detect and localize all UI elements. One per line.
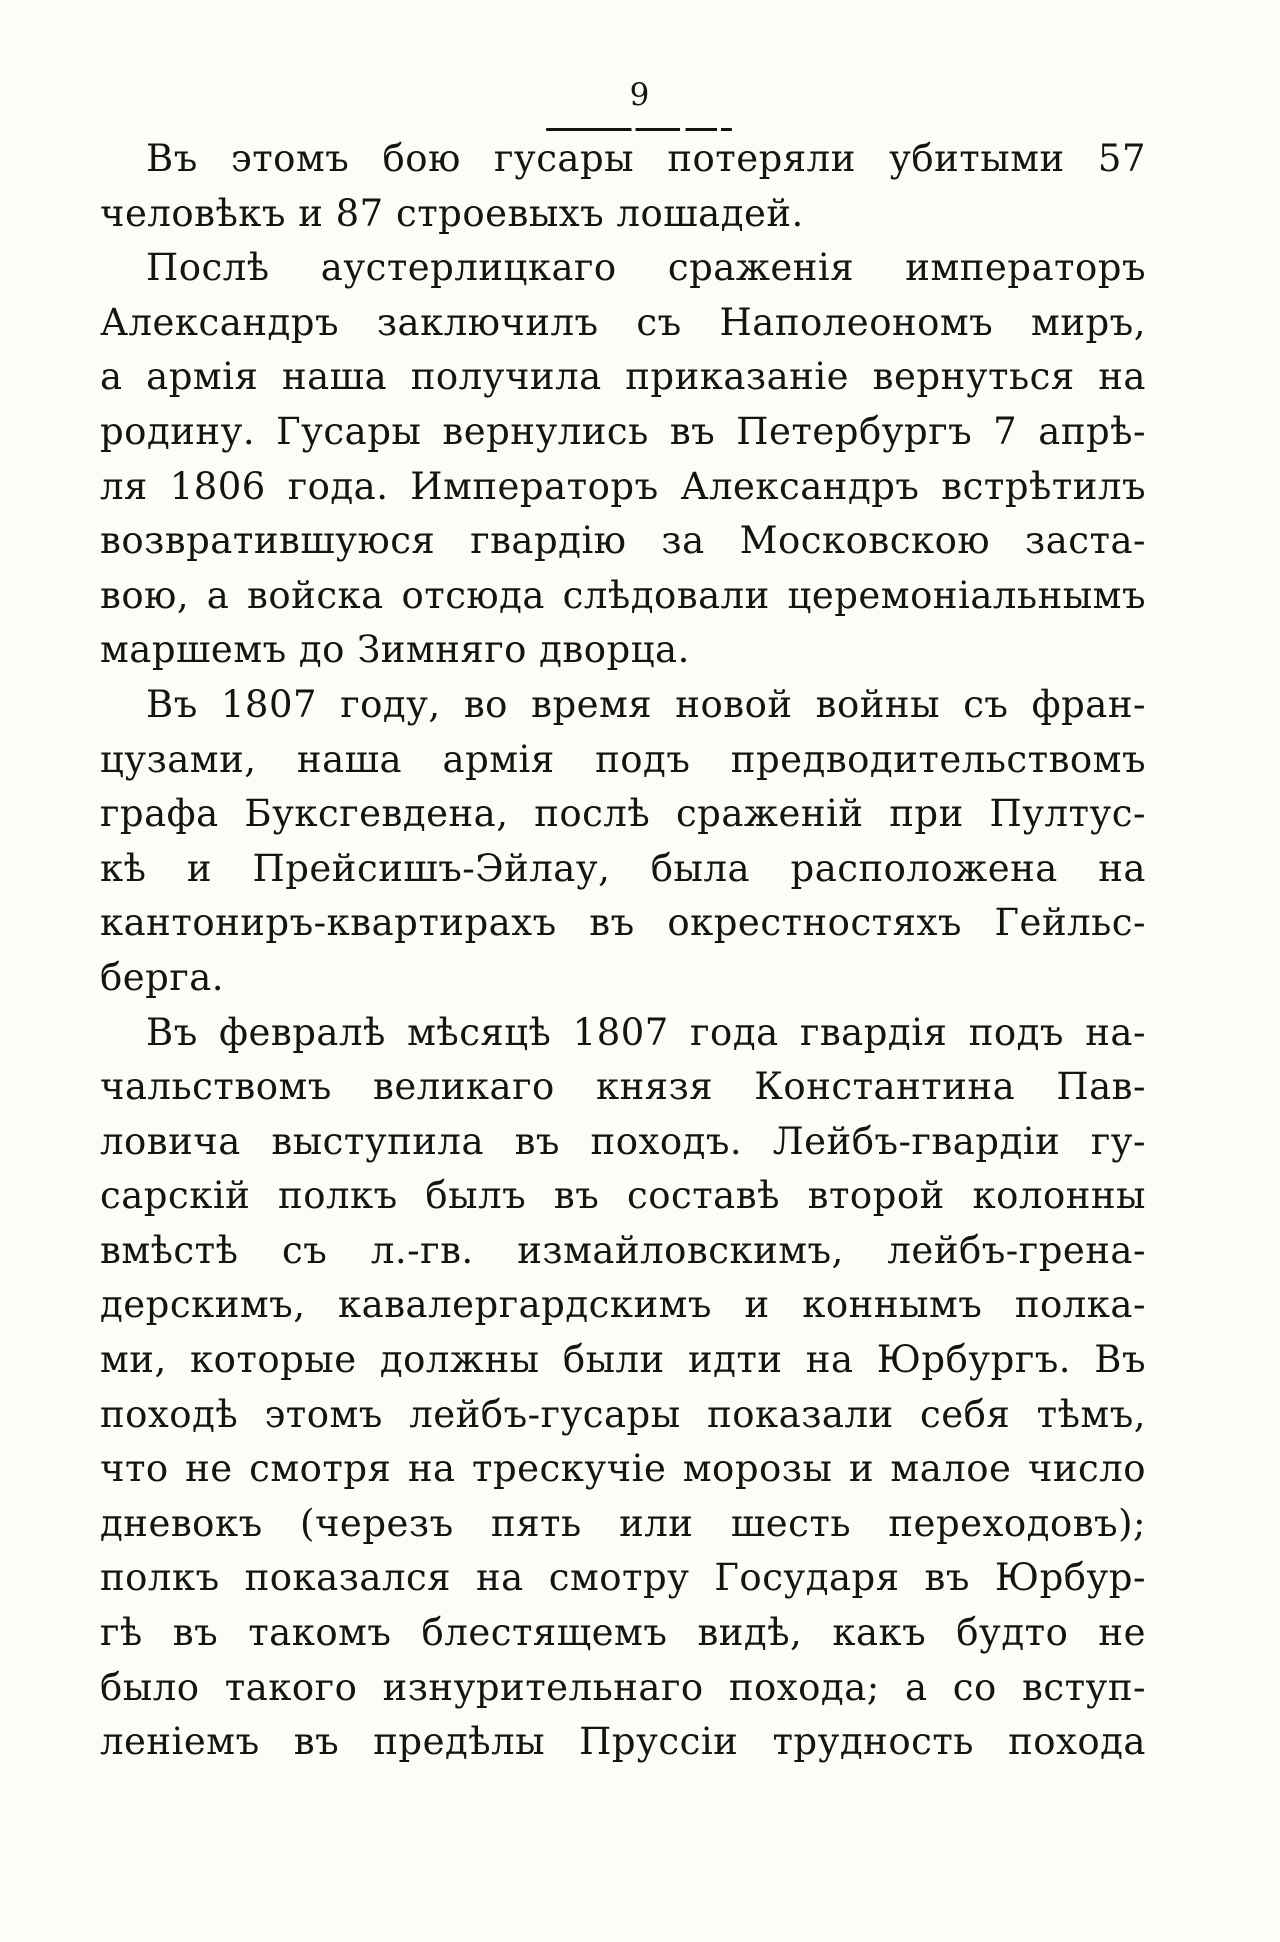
text-line: дневокъ (черезъ пять или шесть переходовъ); — [100, 1501, 1146, 1545]
text-line: вмѣстѣ съ л.-гв. измайловскимъ, лейбъ-грена- — [100, 1228, 1146, 1272]
text-line: полкъ показался на смотру Государя въ Юрбур- — [100, 1556, 1146, 1600]
text-line: чальствомъ великаго князя Константина Пав- — [100, 1065, 1146, 1109]
text-line: леніемъ въ предѣлы Пруссіи трудность похода — [100, 1720, 1146, 1764]
text-line: кантониръ-квартирахъ въ окрестностяхъ Гейльс- — [100, 901, 1146, 945]
text-line: кѣ и Прейсишъ-Эйлау, была расположена на — [100, 846, 1146, 890]
text-line: сарскій полкъ былъ въ составѣ второй колонны — [100, 1174, 1146, 1218]
header-rule — [546, 128, 732, 131]
text-line: вою, а войска отсюда слѣдовали церемоніальнымъ — [100, 573, 1146, 617]
text-line: графа Буксгевдена, послѣ сраженій при Пултус- — [100, 792, 1146, 836]
text-line: Въ этомъ бою гусары потеряли убитыми 57 — [146, 137, 1146, 180]
text-line: возвратившуюся гвардію за Московскою заста- — [100, 519, 1146, 563]
text-line: было такого изнурительнаго похода; а со вступ- — [100, 1665, 1146, 1709]
text-line: человѣкъ и 87 строевыхъ лошадей. — [100, 191, 804, 235]
text-line: ля 1806 года. Императоръ Александръ встрѣтилъ — [100, 464, 1146, 508]
text-line: Послѣ аустерлицкаго сраженія императоръ — [146, 246, 1146, 290]
text-line: ми, которые должны были идти на Юрбургъ. Въ — [100, 1338, 1146, 1382]
text-line: Въ 1807 году, во время новой войны съ фран- — [146, 682, 1146, 726]
text-line: дерскимъ, кавалергардскимъ и коннымъ полка- — [100, 1283, 1146, 1327]
text-line: цузами, наша армія подъ предводительствомъ — [100, 737, 1146, 781]
text-line: берга. — [100, 955, 225, 999]
text-line: родину. Гусары вернулись въ Петербургъ 7 апрѣ- — [100, 409, 1146, 453]
text-line: что не смотря на трескучіе морозы и малое число — [100, 1447, 1146, 1491]
text-line: а армія наша получила приказаніе вернуться на — [100, 355, 1146, 399]
body-text — [100, 132, 1146, 1770]
text-line: маршемъ до Зимняго дворца. — [100, 628, 690, 672]
text-line: походѣ этомъ лейбъ-гусары показали себя тѣмъ, — [100, 1392, 1146, 1436]
text-line: Александръ заключилъ съ Наполеономъ миръ, — [100, 300, 1146, 344]
page-number: 9 — [629, 77, 651, 113]
text-line: ловича выступила въ походъ. Лейбъ-гвардіи гу- — [100, 1119, 1146, 1163]
text-line: Въ февралѣ мѣсяцѣ 1807 года гвардія подъ на- — [146, 1010, 1146, 1054]
text-line: гѣ въ такомъ блестящемъ видѣ, какъ будто не — [100, 1611, 1146, 1655]
